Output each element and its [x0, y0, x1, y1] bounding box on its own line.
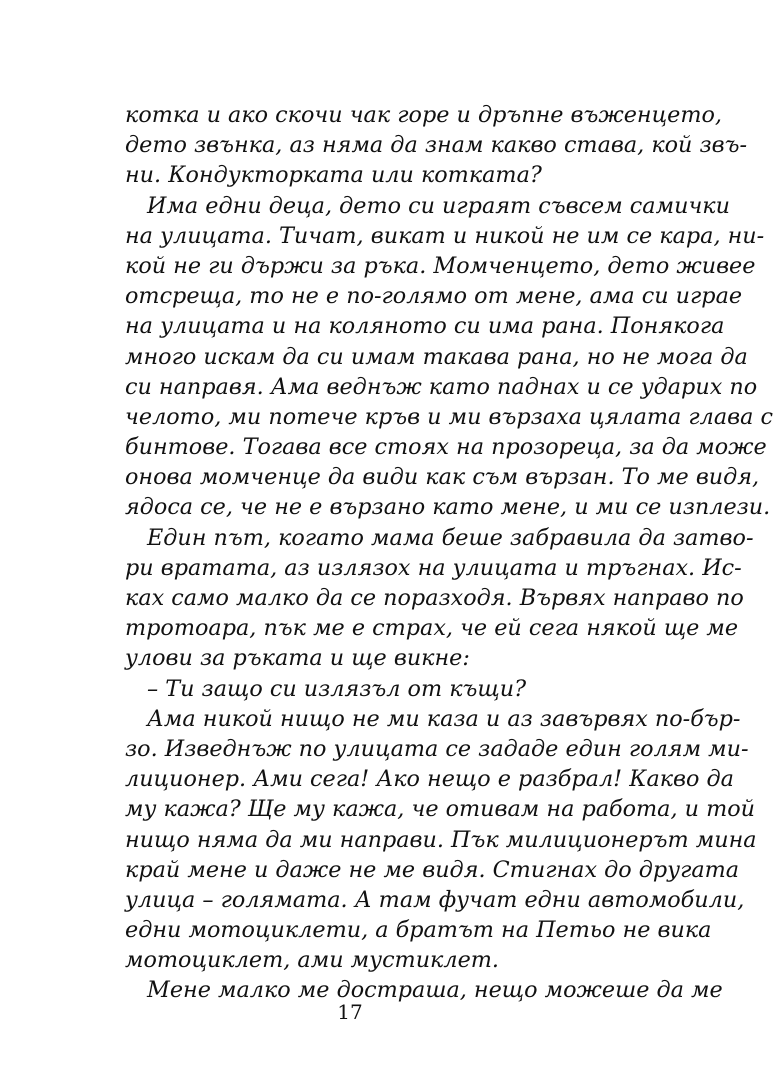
text-line: на улицата и на коляното си има рана. Понякога: [125, 313, 725, 340]
text-line: край мене и даже не ме видя. Стигнах до другата: [125, 856, 740, 883]
body-text: [125, 100, 773, 1006]
text-line: дето звънка, аз няма да знам какво става, кой звъ-: [125, 132, 748, 159]
text-line: едни мотоциклети, а братът на Петьо не вика: [125, 917, 712, 944]
text-line: зо. Изведнъж по улицата се зададе един голям ми-: [125, 735, 749, 762]
text-line: челото, ми потече кръв и ми вързаха цялата глава с: [125, 403, 773, 430]
text-line: тротоара, пък ме е страх, че ей сега някой ще ме: [125, 615, 739, 642]
text-line: котка и ако скочи чак горе и дръпне въженцето,: [125, 102, 723, 128]
text-line: – Ти защо си излязъл от къщи?: [147, 675, 527, 702]
text-line: бинтове. Тогава все стоях на прозореца, за да може: [125, 434, 767, 461]
text-line: много искам да си имам такава рана, но не мога да: [125, 343, 748, 370]
paragraph: [125, 523, 754, 674]
text-line: ни. Кондукторката или котката?: [125, 162, 542, 189]
paragraph: [125, 191, 773, 523]
paragraph: [125, 704, 757, 976]
text-line: кой не ги държи за ръка. Момченцето, дето живее: [125, 252, 756, 279]
text-line: си направя. Ама веднъж като паднах и се ударих по: [125, 373, 758, 400]
paragraph: [125, 100, 748, 191]
paragraph: [125, 674, 575, 704]
text-line: ри вратата, аз излязох на улицата и тръгнах. Ис-: [125, 554, 742, 581]
text-line: онова момченце да види как съм вързан. То ме видя,: [125, 464, 760, 491]
text-line: Ама никой нищо не ми каза и аз завървях по-бър-: [147, 705, 741, 732]
text-line: отсреща, то не е по-голямо от мене, ама си играе: [125, 283, 743, 310]
text-line: Има едни деца, дето си играят съвсем самички: [147, 192, 730, 219]
text-line: ядоса се, че не е вързано като мене, и ми се изплези.: [125, 494, 771, 521]
text-line: улови за ръката и ще викне:: [125, 645, 470, 672]
text-line: нищо няма да ми направи. Пък милиционерът мина: [125, 826, 757, 853]
text-line: мотоциклет, ами мустиклет.: [125, 947, 499, 974]
text-line: Един път, когато мама беше забравила да затво-: [147, 524, 754, 551]
text-line: му кажа? Ще му кажа, че отивам на работа, и той: [125, 796, 756, 823]
text-line: ках само малко да се поразходя. Вървях направо по: [125, 585, 744, 611]
text-line: Мене малко ме достраша, нещо можеше да ме: [147, 977, 723, 1004]
page-number: 17: [337, 1000, 363, 1024]
text-line: улица – голямата. А там фучат едни автомобили,: [125, 886, 745, 913]
text-line: лиционер. Ами сега! Ако нещо е разбрал! Какво да: [125, 766, 734, 793]
text-line: на улицата. Тичат, викат и никой не им се кара, ни-: [125, 222, 765, 249]
